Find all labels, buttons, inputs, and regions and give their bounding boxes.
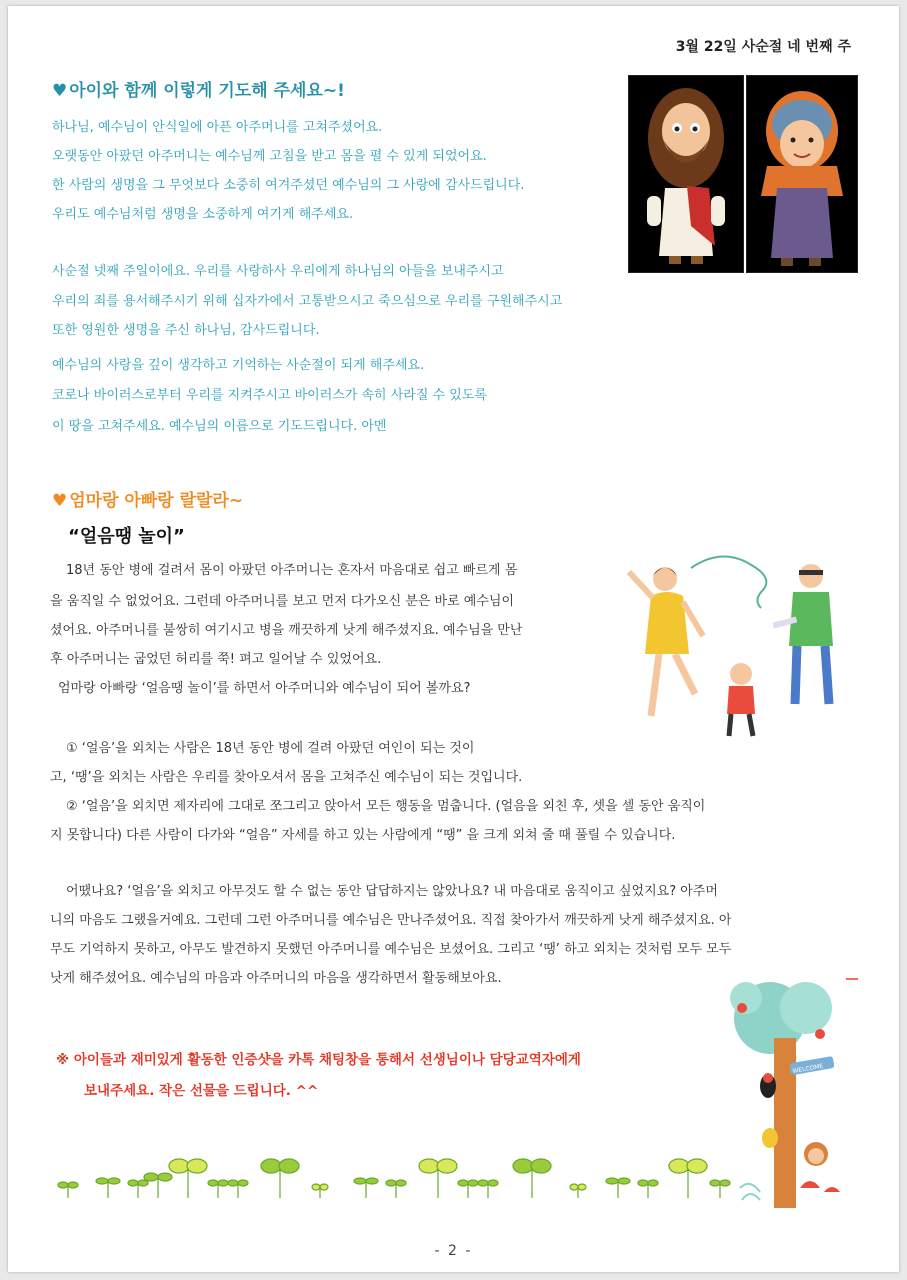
sprout-border bbox=[48, 1150, 738, 1200]
prayer-line: 우리도 예수님처럼 생명을 소중하게 여기게 해주세요. bbox=[52, 207, 354, 222]
game-title: “얼음땡 놀이” bbox=[68, 526, 185, 547]
prayer-line: 하나님, 예수님이 안식일에 아픈 아주머니를 고쳐주셨어요. bbox=[52, 120, 383, 135]
week-date: 3월 22일 사순절 네 번째 주 bbox=[675, 39, 851, 55]
notice-line: 보내주세요. 작은 선물을 드립니다. ^^ bbox=[84, 1083, 319, 1099]
rule-line: ① ‘얼음’을 외치는 사람은 18년 동안 병에 걸려 아팠던 여인이 되는 것이 bbox=[66, 741, 475, 756]
story-line: 18년 동안 병에 걸려서 몸이 아팠던 아주머니는 혼자서 마음대로 쉽고 빠르게 몸 bbox=[66, 563, 518, 578]
prayer-line: 사순절 넷째 주일이에요. 우리를 사랑하사 우리에게 하나님의 아들을 보내주시고 bbox=[52, 264, 504, 279]
prayer-line: 코로나 바이러스로부터 우리를 지켜주시고 바이러스가 속히 사라질 수 있도록 bbox=[52, 388, 487, 403]
notice-line: ※ 아이들과 재미있게 활동한 인증샷을 카톡 채팅창을 통해서 선생님이나 담당교역자에게 bbox=[56, 1052, 581, 1068]
reflection-line: 낫게 해주셨어요. 예수님의 마음과 아주머니의 마음을 생각하면서 활동해보아요. bbox=[50, 971, 502, 986]
story-line: 후 아주머니는 굽었던 허리를 쭉! 펴고 일어날 수 있었어요. bbox=[50, 652, 382, 667]
heart-icon: ♥ bbox=[52, 81, 68, 101]
prayer-line: 또한 영원한 생명을 주신 하나님, 감사드립니다. bbox=[52, 323, 320, 338]
family-illustration bbox=[613, 546, 863, 746]
document-page bbox=[8, 6, 899, 1272]
welcome-sign: WELCOME bbox=[792, 1062, 824, 1076]
prayer-section-title-text: 아이와 함께 이렇게 기도해 주세요~! bbox=[69, 81, 345, 101]
prayer-line: 이 땅을 고쳐주세요. 예수님의 이름으로 기도드립니다. 아멘 bbox=[52, 419, 387, 434]
story-line: 을 움직일 수 없었어요. 그런데 아주머니를 보고 먼저 다가오신 분은 바로 예수님이 bbox=[50, 594, 515, 609]
prayer-line: 우리의 죄를 용서해주시기 위해 십자가에서 고통받으시고 죽으심으로 우리를 구원해주시고 bbox=[52, 294, 563, 309]
story-line: 엄마랑 아빠랑 ‘얼음땡 놀이’를 하면서 아주머니와 예수님이 되어 볼까요? bbox=[58, 681, 471, 696]
woman-illustration bbox=[746, 75, 858, 273]
rule-line: ② ‘얼음’을 외치면 제자리에 그대로 쪼그리고 앉아서 모든 행동을 멈춥니다. (얼음을 외친 후, 셋을 셀 동안 움직이 bbox=[66, 799, 706, 814]
heart-icon: ♥ bbox=[52, 491, 68, 511]
prayer-section-title bbox=[52, 76, 345, 101]
tree-illustration bbox=[720, 978, 850, 1218]
rule-line: 지 못합니다) 다른 사람이 다가와 “얼음” 자세를 하고 있는 사람에게 “땡” 을 크게 외쳐 줄 때 풀릴 수 있습니다. bbox=[50, 828, 676, 843]
prayer-line: 오랫동안 아팠던 아주머니는 예수님께 고침을 받고 몸을 펼 수 있게 되었어요. bbox=[52, 149, 487, 164]
reflection-line: 무도 기억하지 못하고, 아무도 발견하지 못했던 아주머니를 예수님은 보셨어요. 그리고 ‘땡’ 하고 외치는 것처럼 모두 모두 bbox=[50, 942, 732, 957]
page-number: - 2 - bbox=[434, 1243, 473, 1259]
family-section-title-text: 엄마랑 아빠랑 랄랄라~ bbox=[69, 491, 244, 511]
rule-line: 고, ‘땡’을 외치는 사람은 우리를 찾아오셔서 몸을 고쳐주신 예수님이 되는 것입니다. bbox=[50, 770, 523, 785]
reflection-line: 어땠나요? ‘얼음’을 외치고 아무것도 할 수 없는 동안 답답하지는 않았나요? 내 마음대로 움직이고 싶었지요? 아주머 bbox=[66, 884, 718, 899]
prayer-line: 한 사람의 생명을 그 무엇보다 소중히 여겨주셨던 예수님의 그 사랑에 감사드립니다. bbox=[52, 178, 525, 193]
family-section-title bbox=[52, 486, 243, 511]
prayer-line: 예수님의 사랑을 깊이 생각하고 기억하는 사순절이 되게 해주세요. bbox=[52, 358, 425, 373]
story-line: 셨어요. 아주머니를 불쌍히 여기시고 병을 깨끗하게 낫게 해주셨지요. 예수님을 만난 bbox=[50, 623, 523, 638]
reflection-line: 니의 마음도 그랬을거예요. 그런데 그런 아주머니를 예수님은 만나주셨어요. 직접 찾아가서 깨끗하게 낫게 해주셨지요. 아 bbox=[50, 913, 732, 928]
jesus-illustration bbox=[628, 75, 744, 273]
